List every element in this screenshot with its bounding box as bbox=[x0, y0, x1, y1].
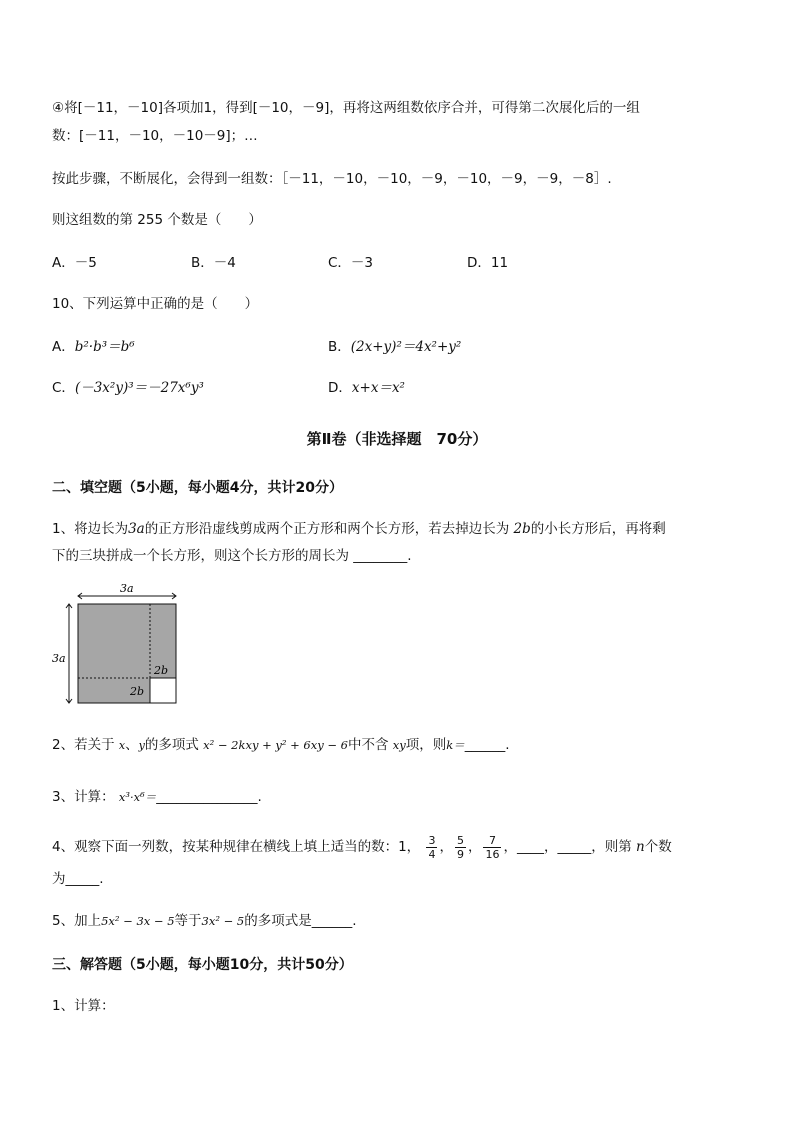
f3-line bbox=[52, 787, 262, 807]
f2-expression: x² − 2kxy + y² + 6xy − 6 bbox=[203, 738, 348, 752]
q10-option-b-math: (2x+y)²＝4x²+y² bbox=[350, 339, 462, 355]
f4-line1: 4、观察下面一列数，按某种规律在横线上填上适当的数：1， $\frac{3}{4}$ ， $\frac{5}{9}$ ， $\frac{7}{16}$ ，____，_____，则第 n个数 bbox=[52, 833, 672, 861]
f4-fraction-1-den: 4 bbox=[428, 847, 436, 861]
f4-fraction-3-num: 7 bbox=[483, 834, 501, 848]
f2-var-xy: xy bbox=[392, 738, 406, 752]
removed-small-square bbox=[150, 678, 176, 703]
f5-expression-1: 5x² − 3x − 5 bbox=[101, 914, 175, 928]
figure-label-top: 3a bbox=[120, 582, 134, 595]
f1-var-2b: 2b bbox=[513, 521, 531, 537]
q10-option-d-label: D． bbox=[328, 380, 352, 396]
q9-option-b: B．－4 bbox=[191, 255, 236, 271]
f2-var-y: y bbox=[138, 739, 145, 752]
f1-text-b: 的正方形沿虚线剪成两个正方形和两个长方形，若去掉边长为 bbox=[144, 521, 510, 537]
f2-end: . bbox=[505, 737, 510, 753]
q10-option-c-label: C． bbox=[52, 380, 75, 396]
f5-expression-2: 3x² − 5 bbox=[201, 914, 245, 928]
f1-line1 bbox=[52, 519, 666, 539]
f5-text-b: 等于 bbox=[174, 913, 202, 929]
q9-question: 则这组数的第 255 个数是（ ） bbox=[52, 212, 262, 228]
q9-step4-line2: 数：[－11，－10，－10－9]；… bbox=[52, 128, 258, 144]
part2-title: 第Ⅱ卷（非选择题 70分） bbox=[306, 430, 488, 448]
figure-label-small-top: 2b bbox=[154, 664, 169, 677]
figure-left-arrow bbox=[66, 604, 72, 703]
q9-option-a: A．－5 bbox=[52, 255, 97, 271]
f3-blank: _______________ bbox=[156, 789, 258, 805]
f2-text-a: 2、若关于 bbox=[52, 737, 115, 753]
f4-fraction-2-den: 9 bbox=[456, 847, 464, 861]
f3-end: . bbox=[257, 789, 262, 805]
f1-text-a: 1、将边长为 bbox=[52, 521, 129, 537]
q10-option-c-math: (－3x²y)³＝－27x⁶y³ bbox=[74, 380, 204, 396]
f2-text-c: 中不含 bbox=[348, 737, 389, 753]
f4-line2: 为_____. bbox=[52, 871, 104, 887]
f4-one: 1， bbox=[398, 839, 421, 855]
f4-fraction-3 bbox=[483, 834, 501, 861]
f4-fraction-1 bbox=[426, 834, 437, 861]
f1-line2: 下的三块拼成一个长方形，则这个长方形的周长为 ________. bbox=[52, 548, 412, 564]
q9-summary: 按此步骤，不断展化，会得到一组数：［－11，－10，－10，－9，－10，－9，－9，－8］. bbox=[52, 171, 612, 187]
f3-text-a: 3、计算： bbox=[52, 789, 115, 805]
f4-fraction-2 bbox=[455, 834, 466, 861]
q10-option-b-label: B． bbox=[328, 339, 351, 355]
section3-heading: 三、解答题（5小题，每小题10分，共计50分） bbox=[52, 957, 353, 973]
q9-option-c: C．－3 bbox=[328, 255, 374, 271]
q10-option-d bbox=[328, 378, 405, 398]
f2-text-d: 项，则 bbox=[405, 737, 447, 753]
figure-label-left: 3a bbox=[52, 652, 66, 665]
s1-stem: 1、计算： bbox=[52, 998, 115, 1014]
figure-label-small-left: 2b bbox=[130, 685, 145, 698]
q10-option-d-math: x+x＝x² bbox=[351, 380, 405, 396]
f4-text-b: 个数 bbox=[644, 839, 672, 855]
f4-text-a: 4、观察下面一列数，按某种规律在横线上填上适当的数： bbox=[52, 839, 399, 855]
f1-var-3a: 3a bbox=[128, 521, 145, 537]
f4-fraction-3-den: 16 bbox=[485, 847, 500, 861]
f5-line bbox=[52, 911, 357, 931]
square-cut-figure bbox=[50, 580, 190, 710]
q10-stem: 10、下列运算中正确的是（ ） bbox=[52, 296, 259, 312]
q10-option-b bbox=[328, 337, 461, 357]
q9-step4-line1: ④将[－11，－10]各项加1，得到[－10，－9]，再将这两组数依序合并，可得第二次展化后的一组 bbox=[52, 100, 640, 116]
f2-var-k: k＝ bbox=[446, 738, 465, 752]
f4-blanks: ，____，_____，则第 bbox=[503, 839, 632, 855]
f3-expression: x³·x⁶＝ bbox=[118, 790, 157, 804]
f5-text-a: 5、加上 bbox=[52, 913, 102, 929]
q10-option-a-label: A． bbox=[52, 339, 75, 355]
q10-option-c bbox=[52, 378, 204, 398]
f1-text-c: 的小长方形后，再将剩 bbox=[530, 521, 666, 537]
f2-text-b: 的多项式 bbox=[144, 737, 199, 753]
f2-var-x: x bbox=[118, 739, 126, 752]
q9-option-d: D．11 bbox=[467, 255, 509, 271]
q10-option-a bbox=[52, 337, 135, 357]
f2-blank: ______ bbox=[464, 737, 506, 753]
f2-line bbox=[52, 735, 510, 756]
f4-fraction-1-num: 3 bbox=[428, 833, 436, 847]
f5-text-c: 的多项式是______. bbox=[244, 913, 357, 929]
section2-heading: 二、填空题（5小题，每小题4分，共计20分） bbox=[52, 480, 343, 496]
q10-option-a-math: b²·b³＝b⁶ bbox=[74, 339, 135, 355]
f4-var-n: n bbox=[636, 839, 645, 855]
f4-fraction-2-num: 5 bbox=[456, 833, 464, 847]
f2-sep: 、 bbox=[125, 737, 139, 753]
